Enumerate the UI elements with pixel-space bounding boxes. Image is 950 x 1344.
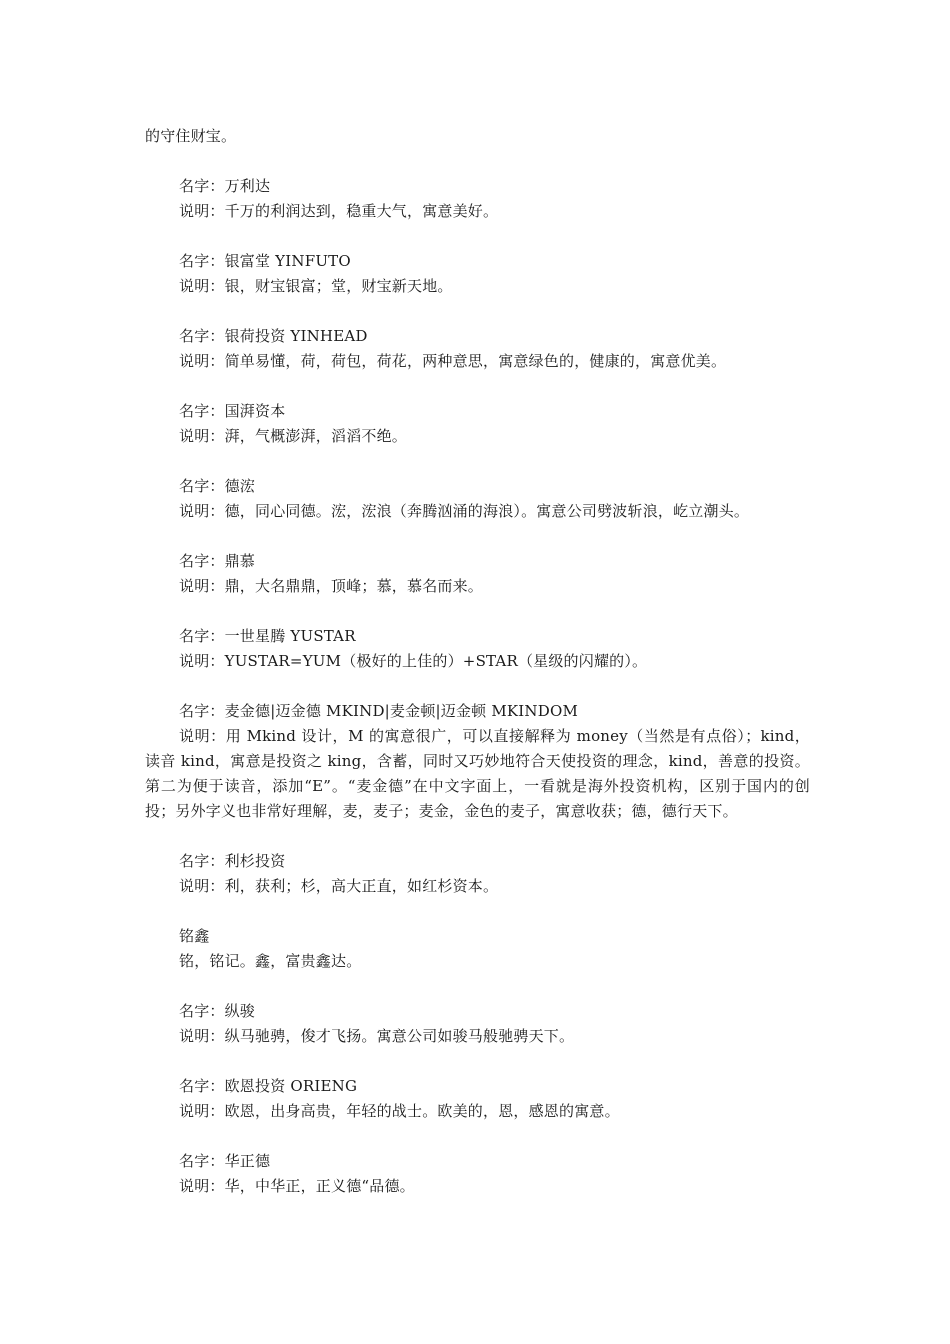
entry-name: 名字：国湃资本	[179, 402, 286, 420]
list-item	[145, 399, 810, 449]
entry-description: 说明：纵马驰骋，俊才飞扬。寓意公司如骏马般驰骋天下。	[179, 1027, 575, 1045]
entry-name: 名字：华正德	[179, 1152, 271, 1170]
entry-name: 铭鑫	[179, 927, 210, 945]
list-item	[145, 849, 810, 899]
document-body	[145, 124, 810, 1199]
entry-description: 铭，铭记。鑫，富贵鑫达。	[179, 952, 362, 970]
list-item	[145, 999, 810, 1049]
entry-name: 名字：一世星腾 YUSTAR	[179, 627, 356, 645]
entry-name: 名字：纵骏	[179, 1002, 256, 1020]
entry-name: 名字：银富堂 YINFUTO	[179, 252, 351, 270]
entry-description: 说明：千万的利润达到，稳重大气，寓意美好。	[179, 202, 499, 220]
entry-name: 名字：麦金德|迈金德 MKIND|麦金顿|迈金顿 MKINDOM	[179, 702, 579, 720]
entry-name: 名字：德浤	[179, 477, 256, 495]
entry-name: 名字：银荷投资 YINHEAD	[179, 327, 368, 345]
entry-description: 说明：华，中华正，正义德“品德。	[179, 1177, 415, 1195]
entry-description: 说明：欧恩，出身高贵，年轻的战士。欧美的，恩，感恩的寓意。	[179, 1102, 620, 1120]
list-item	[145, 474, 810, 524]
lead-line: 的守住财宝。	[145, 127, 237, 145]
list-item	[145, 1149, 810, 1199]
entry-name: 名字：鼎慕	[179, 552, 256, 570]
entry-description: 说明：鼎，大名鼎鼎，顶峰；慕，慕名而来。	[179, 577, 484, 595]
list-item	[145, 699, 810, 824]
list-item	[145, 1074, 810, 1124]
entry-name: 名字：万利达	[179, 177, 271, 195]
entry-description: 说明：YUSTAR=YUM（极好的上佳的）+STAR（星级的闪耀的）。	[179, 652, 648, 670]
list-item	[145, 924, 810, 974]
entry-name: 名字：欧恩投资 ORIENG	[179, 1077, 358, 1095]
list-item	[145, 174, 810, 224]
list-item	[145, 624, 810, 674]
entry-description: 说明：银，财宝银富；堂，财宝新天地。	[179, 277, 453, 295]
entry-name: 名字：利杉投资	[179, 852, 286, 870]
entry-description: 说明：湃，气概澎湃，滔滔不绝。	[179, 427, 408, 445]
entry-description: 说明：简单易懂，荷，荷包，荷花，两种意思，寓意绿色的，健康的，寓意优美。	[179, 352, 727, 370]
entry-description: 说明：利，获利；杉，高大正直，如红杉资本。	[179, 877, 499, 895]
entry-description: 说明：用 Mkind 设计，M 的寓意很广，可以直接解释为 money（当然是有点俗）；kind，读音 kind，寓意是投资之 king，含蓄，同时又巧妙地符合天使投资的理念，kind，善意的投资。第二为便于读音，添加“E”。“麦金德”在中文字面上，一看就是海外投资机构，区别于国内的创投；另外字义也非常好理解，麦，麦子；麦金，金色的麦子，寓意收获；德，德行天下。	[145, 727, 810, 820]
list-item	[145, 324, 810, 374]
list-item	[145, 549, 810, 599]
entry-description: 说明：德，同心同德。浤，浤浪（奔腾汹涌的海浪）。寓意公司劈波斩浪，屹立潮头。	[179, 502, 750, 520]
list-item	[145, 249, 810, 299]
